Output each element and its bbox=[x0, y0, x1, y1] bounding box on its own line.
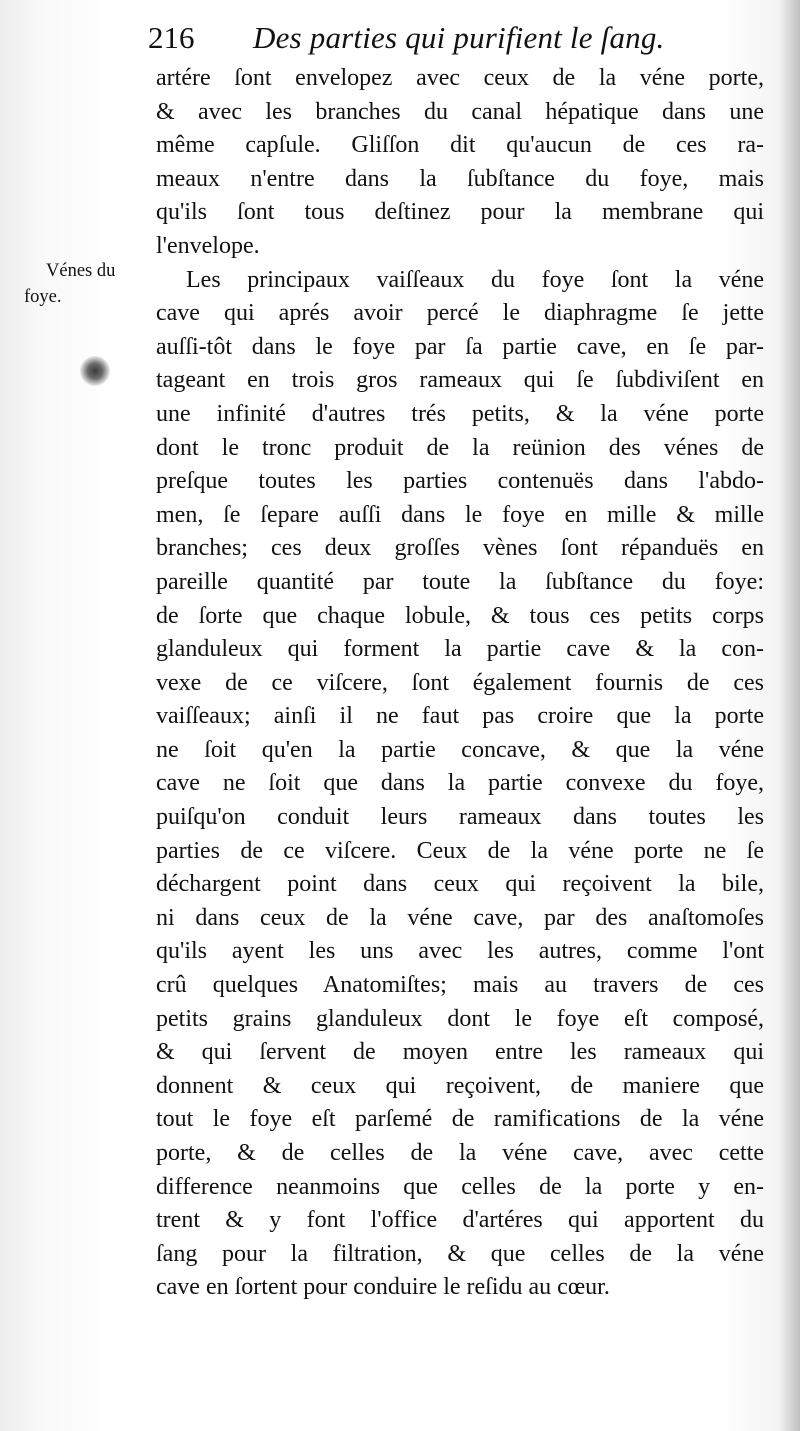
text-line: ſang pour la filtration, & que celles de la véne bbox=[156, 1240, 764, 1267]
text-line: crû quelques Anatomiſtes; mais au travers de ces bbox=[156, 972, 764, 999]
running-title: Des parties qui purifient le ſang. bbox=[253, 20, 665, 55]
text-line: porte, & de celles de la véne cave, avec cette bbox=[156, 1140, 764, 1166]
text-line: preſque toutes les parties contenuës dans l'abdo- bbox=[156, 468, 764, 495]
text-line: tageant en trois gros rameaux qui ſe ſubdiviſent en bbox=[156, 367, 764, 394]
text-line: & avec les branches du canal hépatique dans une bbox=[156, 98, 764, 125]
text-line: auſſi-tôt dans le foye par ſa partie cave, en ſe par- bbox=[156, 333, 764, 360]
text-line: une infinité d'autres trés petits, & la véne porte bbox=[156, 400, 764, 427]
text-line: donnent & ceux qui reçoivent, de maniere que bbox=[156, 1072, 764, 1099]
text-line: trent & y font l'office d'artéres qui apportent du bbox=[156, 1207, 764, 1234]
text-line: meaux n'entre dans la ſubſtance du foye, mais bbox=[156, 165, 764, 192]
text-line: déchargent point dans ceux qui reçoivent la bile, bbox=[156, 871, 764, 898]
text-line: tout le foye eſt parſemé de ramifications de la véne bbox=[156, 1106, 764, 1133]
text-line: qu'ils ayent les uns avec les autres, comme l'ont bbox=[156, 938, 764, 965]
text-line: artére ſont envelopez avec ceux de la véne porte, bbox=[156, 65, 764, 91]
body-text bbox=[156, 62, 764, 1305]
text-line: cave ne ſoit que dans la partie convexe du foye, bbox=[156, 770, 764, 797]
text-line: vexe de ce viſcere, ſont également fournis de ces bbox=[156, 669, 764, 696]
margin-note bbox=[24, 258, 150, 310]
text-line: pareille quantité par toute la ſubſtance du foye: bbox=[156, 568, 764, 595]
text-line: branches; ces deux groſſes vènes ſont répanduës en bbox=[156, 535, 764, 562]
spine-shadow bbox=[778, 0, 800, 1431]
text-line: glanduleux qui forment la partie cave & la con- bbox=[156, 636, 764, 663]
ink-blot bbox=[80, 356, 110, 386]
text-line: l'envelope. bbox=[156, 232, 260, 259]
text-line: difference neanmoins que celles de la porte y en- bbox=[156, 1173, 764, 1200]
text-line: cave qui aprés avoir percé le diaphragme ſe jette bbox=[156, 300, 764, 327]
text-line: vaiſſeaux; ainſi il ne faut pas croire que la porte bbox=[156, 703, 764, 730]
page-number: 216 bbox=[148, 20, 195, 55]
text-line: puiſqu'on conduit leurs rameaux dans toutes les bbox=[156, 804, 764, 831]
text-line: & qui ſervent de moyen entre les rameaux qui bbox=[156, 1039, 764, 1066]
margin-note-line: Vénes du bbox=[46, 261, 116, 281]
text-line: ni dans ceux de la véne cave, par des anaſtomoſes bbox=[156, 904, 764, 931]
text-line: même capſule. Gliſſon dit qu'aucun de ces ra- bbox=[156, 132, 764, 159]
text-line: ne ſoit qu'en la partie concave, & que la véne bbox=[156, 736, 764, 763]
text-line: petits grains glanduleux dont le foye eſt composé, bbox=[156, 1005, 764, 1032]
text-line: parties de ce viſcere. Ceux de la véne porte ne ſe bbox=[156, 837, 764, 864]
text-line: men, ſe ſepare auſſi dans le foye en mille & mille bbox=[156, 501, 764, 528]
text-line: cave en ſortent pour conduire le reſidu au cœur. bbox=[156, 1274, 610, 1301]
margin-note-line: foye. bbox=[24, 287, 62, 307]
text-line: de ſorte que chaque lobule, & tous ces petits corps bbox=[156, 602, 764, 629]
running-head bbox=[148, 16, 788, 60]
text-line: Les principaux vaiſſeaux du foye ſont la véne bbox=[186, 266, 764, 293]
text-line: dont le tronc produit de la reünion des vénes de bbox=[156, 434, 764, 461]
text-line: qu'ils ſont tous deſtinez pour la membrane qui bbox=[156, 199, 764, 226]
